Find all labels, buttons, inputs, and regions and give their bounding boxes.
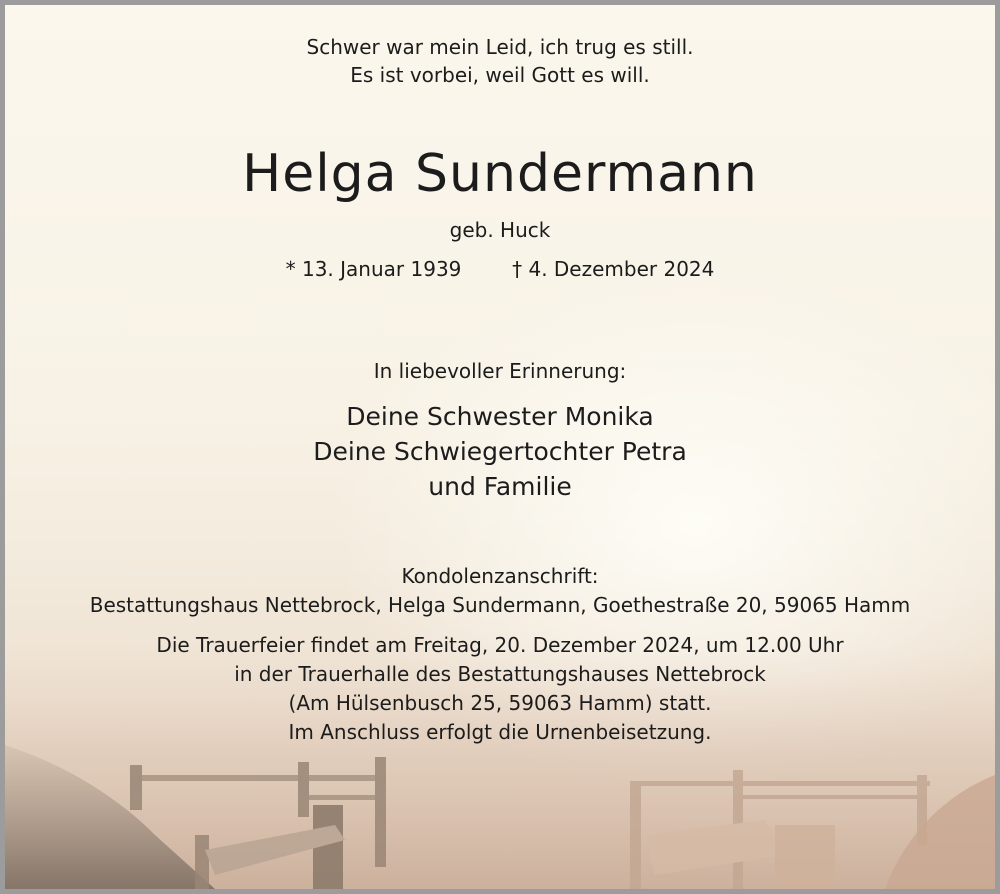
birth-date: * 13. Januar 1939: [285, 257, 462, 281]
condolence-address: Bestattungshaus Nettebrock, Helga Sundermann, Goethestraße 20, 59065 Hamm: [89, 593, 911, 617]
remembrance-heading: In liebevoller Erinnerung:: [373, 359, 627, 383]
life-dates: [5, 257, 995, 281]
ceremony-line-1: Die Trauerfeier findet am Freitag, 20. Dezember 2024, um 12.00 Uhr: [156, 633, 844, 657]
obituary-card: [5, 5, 995, 889]
verse-line-2: Es ist vorbei, weil Gott es will.: [350, 63, 650, 87]
maiden-name: geb. Huck: [449, 218, 551, 242]
mourner-line-3: und Familie: [428, 472, 572, 501]
condolence-heading: Kondolenzanschrift:: [401, 564, 599, 588]
mourner-line-2: Deine Schwiegertochter Petra: [313, 437, 687, 466]
ceremony-line-3: (Am Hülsenbusch 25, 59063 Hamm) statt.: [288, 691, 712, 715]
mourner-line-1: Deine Schwester Monika: [346, 402, 654, 431]
ceremony-line-4: Im Anschluss erfolgt die Urnenbeisetzung.: [288, 720, 712, 744]
death-date: † 4. Dezember 2024: [512, 257, 715, 281]
deceased-name: Helga Sundermann: [242, 144, 758, 204]
verse-line-1: Schwer war mein Leid, ich trug es still.: [306, 35, 694, 59]
ceremony-line-2: in der Trauerhalle des Bestattungshauses Nettebrock: [234, 662, 766, 686]
